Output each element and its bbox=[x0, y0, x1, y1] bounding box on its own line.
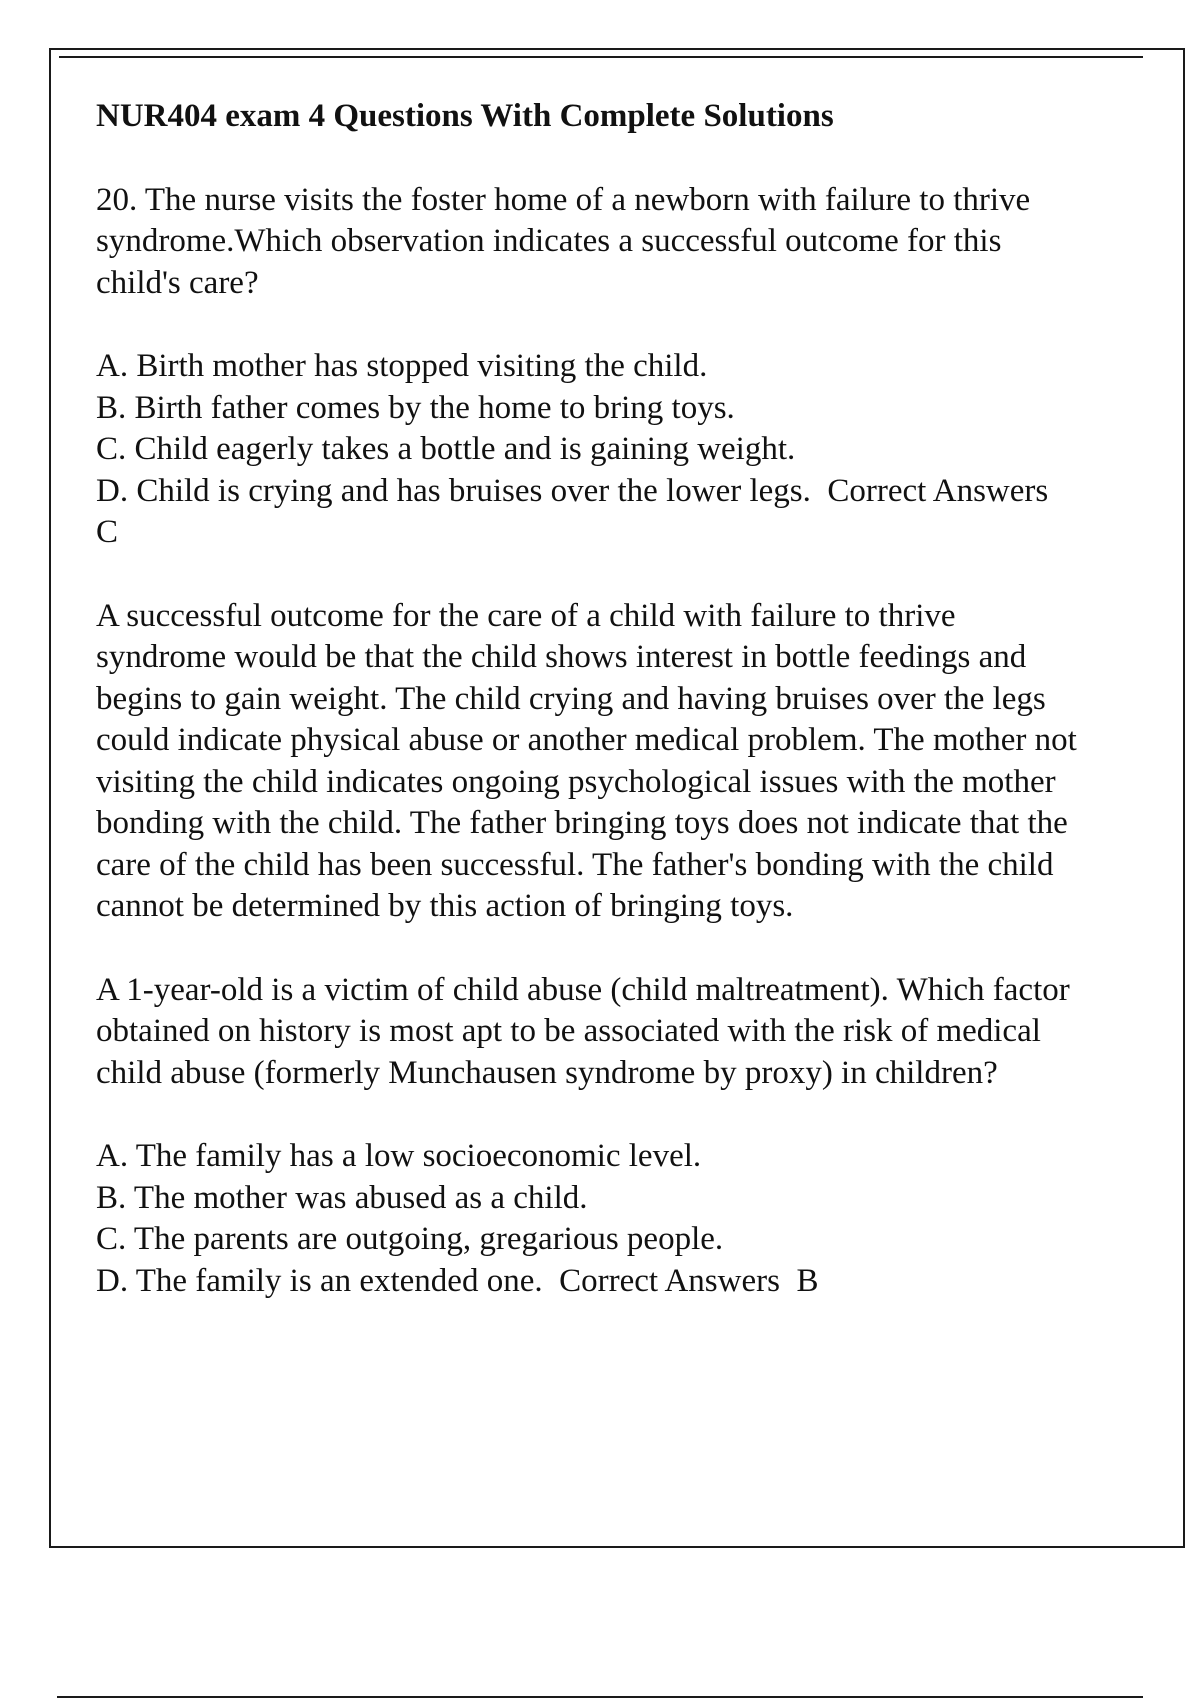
question-1-option-a: A. Birth mother has stopped visiting the child. bbox=[96, 348, 708, 384]
question-2-option-d: D. The family is an extended one. Correct Answers B bbox=[96, 1262, 819, 1299]
question-1-option-c: C. Child eagerly takes a bottle and is gaining weight. bbox=[96, 431, 796, 467]
question-2-options bbox=[96, 1136, 1086, 1302]
document-body bbox=[96, 96, 1086, 1344]
question-1-option-d: D. Child is crying and has bruises over the lower legs. Correct Answers C bbox=[96, 472, 1065, 550]
top-rule bbox=[59, 56, 1143, 58]
bottom-rule bbox=[57, 1696, 1143, 1698]
question-1-stem: 20. The nurse visits the foster home of a newborn with failure to thrive syndrome.Which observation indicates a successful outcome for this child's care? bbox=[96, 181, 1039, 301]
question-1-rationale: A successful outcome for the care of a child with failure to thrive syndrome would be that the child shows interest in bottle feedings and begins to gain weight. The child crying and having bruises over the legs could indicate physical abuse or another medical problem. The mother not visiting the child indicates ongoing psychological issues with the mother bonding with the child. The father bringing toys does not indicate that the care of the child has been successful. The father's bonding with the child cannot be determined by this action of bringing toys. bbox=[96, 597, 1086, 924]
question-2-stem: A 1-year-old is a victim of child abuse (child maltreatment). Which factor obtained on history is most apt to be associated with the risk of medical child abuse (formerly Munchausen syndrome by proxy) in children? bbox=[96, 971, 1078, 1091]
document-title: NUR404 exam 4 Questions With Complete Solutions bbox=[96, 98, 834, 134]
question-1-options bbox=[96, 346, 1086, 554]
question-2-option-a: A. The family has a low socioeconomic level. bbox=[96, 1138, 702, 1174]
question-1-option-b: B. Birth father comes by the home to bring toys. bbox=[96, 389, 735, 426]
question-2-option-c: C. The parents are outgoing, gregarious people. bbox=[96, 1221, 724, 1257]
question-2-option-b: B. The mother was abused as a child. bbox=[96, 1179, 588, 1216]
